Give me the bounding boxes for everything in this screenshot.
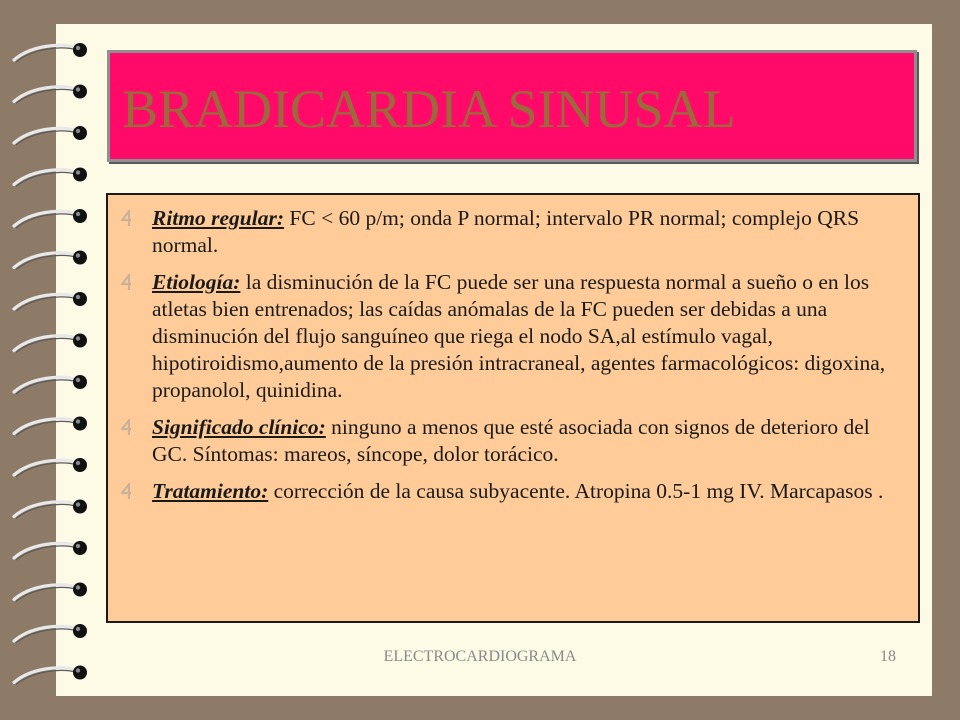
bullet-text: ninguno a menos que esté asociada con signos de deterioro del GC. Síntomas: mareos, síncope, dolor torácico. xyxy=(152,415,870,466)
binding-ring xyxy=(14,251,87,270)
bullet-list xyxy=(118,205,908,515)
binding-ring xyxy=(14,458,87,477)
page-number: 18 xyxy=(880,648,896,665)
title-banner xyxy=(107,50,917,162)
bullet-4-icon xyxy=(118,273,136,291)
content-panel xyxy=(106,193,920,623)
binding-ring xyxy=(14,43,87,62)
binding-ring xyxy=(14,85,87,104)
bullet-term: Tratamiento: xyxy=(152,479,269,503)
bullet-text: la disminución de la FC puede ser una respuesta normal a sueño o en los atletas bien entrenados; las caídas anómalas de la FC pueden ser debidas a una disminución del flujo sanguíneo que riega el nodo SA,al estímulo vagal, hipotiroidismo,aumento de la presión intracraneal, agentes farmacológicos: digoxina, propanolol, quinidina. xyxy=(152,270,886,402)
binding-ring xyxy=(14,292,87,311)
binding-ring xyxy=(14,417,87,436)
slide-title: BRADICARDIA SINUSAL xyxy=(122,79,736,139)
binding-ring xyxy=(14,334,87,353)
bullet-item-significado xyxy=(118,414,908,468)
bullet-item-etiologia xyxy=(118,269,908,404)
binding-ring xyxy=(14,500,87,519)
bullet-term: Etiología: xyxy=(152,270,241,294)
binding-ring xyxy=(14,624,87,643)
bullet-item-tratamiento xyxy=(118,478,908,505)
slide-footer: ELECTROCARDIOGRAMA xyxy=(383,648,577,665)
binding-ring xyxy=(14,375,87,394)
spiral-binding xyxy=(0,0,110,720)
bullet-term: Ritmo regular: xyxy=(152,206,285,230)
binding-ring xyxy=(14,666,87,685)
binding-ring xyxy=(14,168,87,187)
bullet-term: Significado clínico: xyxy=(152,415,326,439)
bullet-4-icon xyxy=(118,418,136,436)
bullet-text: corrección de la causa subyacente. Atropina 0.5-1 mg IV. Marcapasos . xyxy=(268,479,884,503)
binding-ring xyxy=(14,541,87,560)
bullet-text: FC < 60 p/m; onda P normal; intervalo PR normal; complejo QRS normal. xyxy=(152,206,860,257)
binding-ring xyxy=(14,583,87,602)
bullet-item-ritmo xyxy=(118,205,908,259)
bullet-4-icon xyxy=(118,482,136,500)
bullet-4-icon xyxy=(118,209,136,227)
binding-ring xyxy=(14,209,87,228)
binding-ring xyxy=(14,126,87,145)
